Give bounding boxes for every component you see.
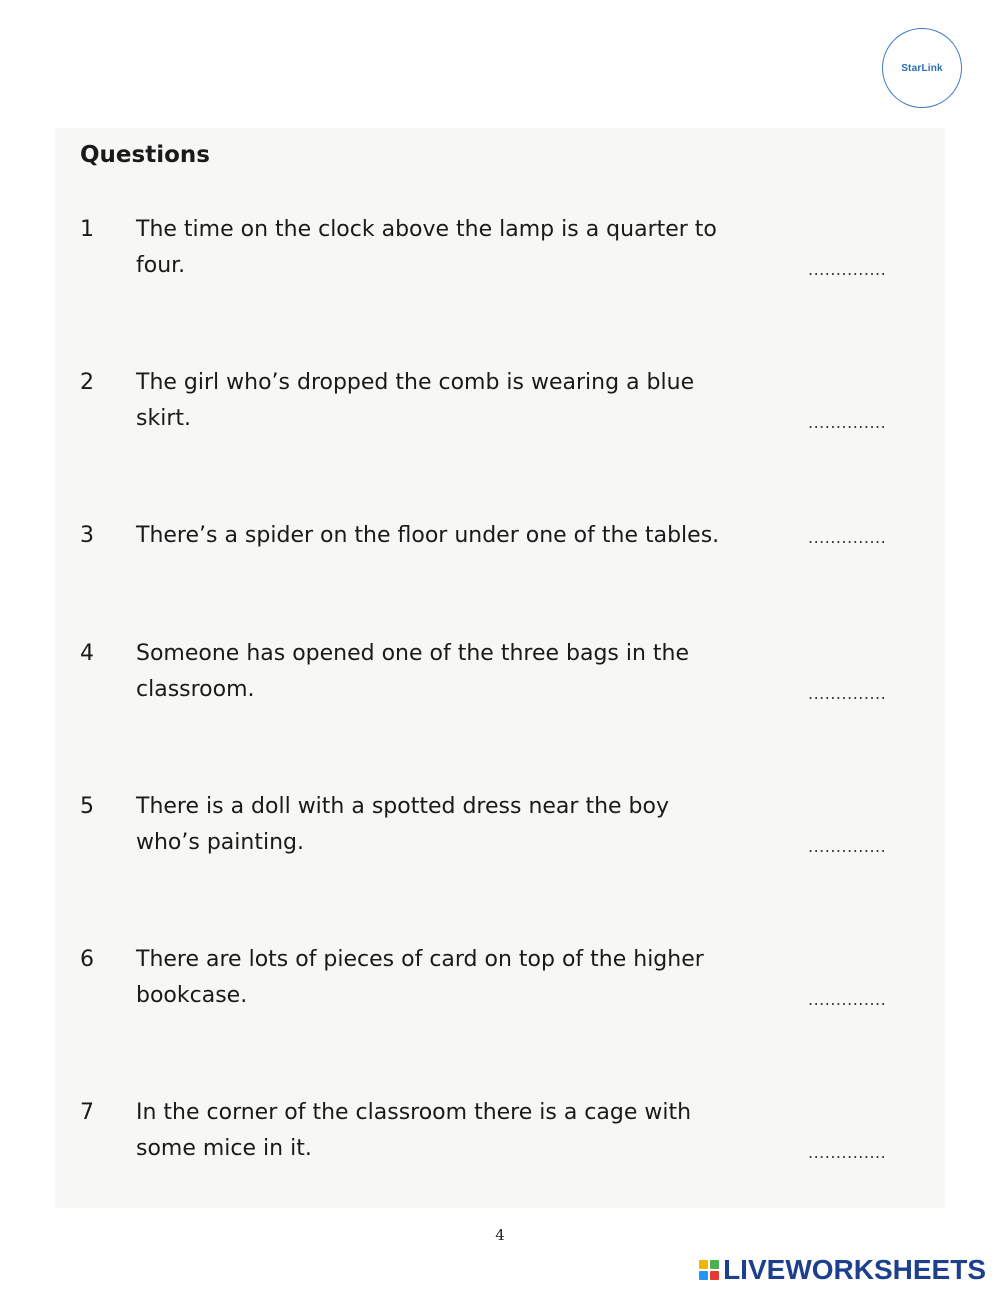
logo-text: StarLink — [901, 62, 943, 74]
brand-mark-square — [699, 1260, 708, 1269]
question-number: 6 — [80, 947, 94, 972]
question-text: There is a doll with a spotted dress near the boy who’s painting. — [136, 794, 669, 855]
page-title: Questions — [80, 142, 210, 168]
question-number: 7 — [80, 1100, 94, 1125]
question-text: There’s a spider on the floor under one of the tables. — [136, 523, 720, 548]
answer-blank[interactable]: .............. — [808, 837, 887, 856]
starlink-logo — [882, 28, 962, 108]
answer-blank[interactable]: .............. — [808, 260, 887, 279]
question-5 — [80, 789, 910, 869]
answer-blank[interactable]: .............. — [808, 990, 887, 1009]
liveworksheets-brand — [699, 1254, 986, 1286]
answer-blank[interactable]: .............. — [808, 684, 887, 703]
question-text: The girl who’s dropped the comb is wearing a blue skirt. — [136, 370, 695, 431]
question-number: 1 — [80, 217, 94, 242]
question-number: 3 — [80, 523, 94, 548]
question-number: 4 — [80, 641, 94, 666]
question-text: The time on the clock above the lamp is a quarter to four. — [136, 217, 717, 278]
question-1 — [80, 212, 910, 292]
brand-mark-square — [699, 1271, 708, 1280]
liveworksheets-logo-icon — [699, 1260, 719, 1280]
question-text: There are lots of pieces of card on top of the higher bookcase. — [136, 947, 704, 1008]
question-2 — [80, 365, 910, 445]
question-6 — [80, 942, 910, 1022]
brand-mark-square — [710, 1271, 719, 1280]
answer-blank[interactable]: .............. — [808, 1143, 887, 1162]
question-number: 2 — [80, 370, 94, 395]
question-3 — [80, 518, 910, 598]
question-7 — [80, 1095, 910, 1175]
question-4 — [80, 636, 910, 716]
brand-mark-square — [710, 1260, 719, 1269]
question-text: In the corner of the classroom there is a cage with some mice in it. — [136, 1100, 692, 1161]
brand-text: LIVEWORKSHEETS — [723, 1254, 986, 1285]
page-number: 4 — [495, 1226, 505, 1244]
question-number: 5 — [80, 794, 94, 819]
answer-blank[interactable]: .............. — [808, 413, 887, 432]
answer-blank[interactable]: .............. — [808, 528, 887, 547]
question-text: Someone has opened one of the three bags in the classroom. — [136, 641, 690, 702]
